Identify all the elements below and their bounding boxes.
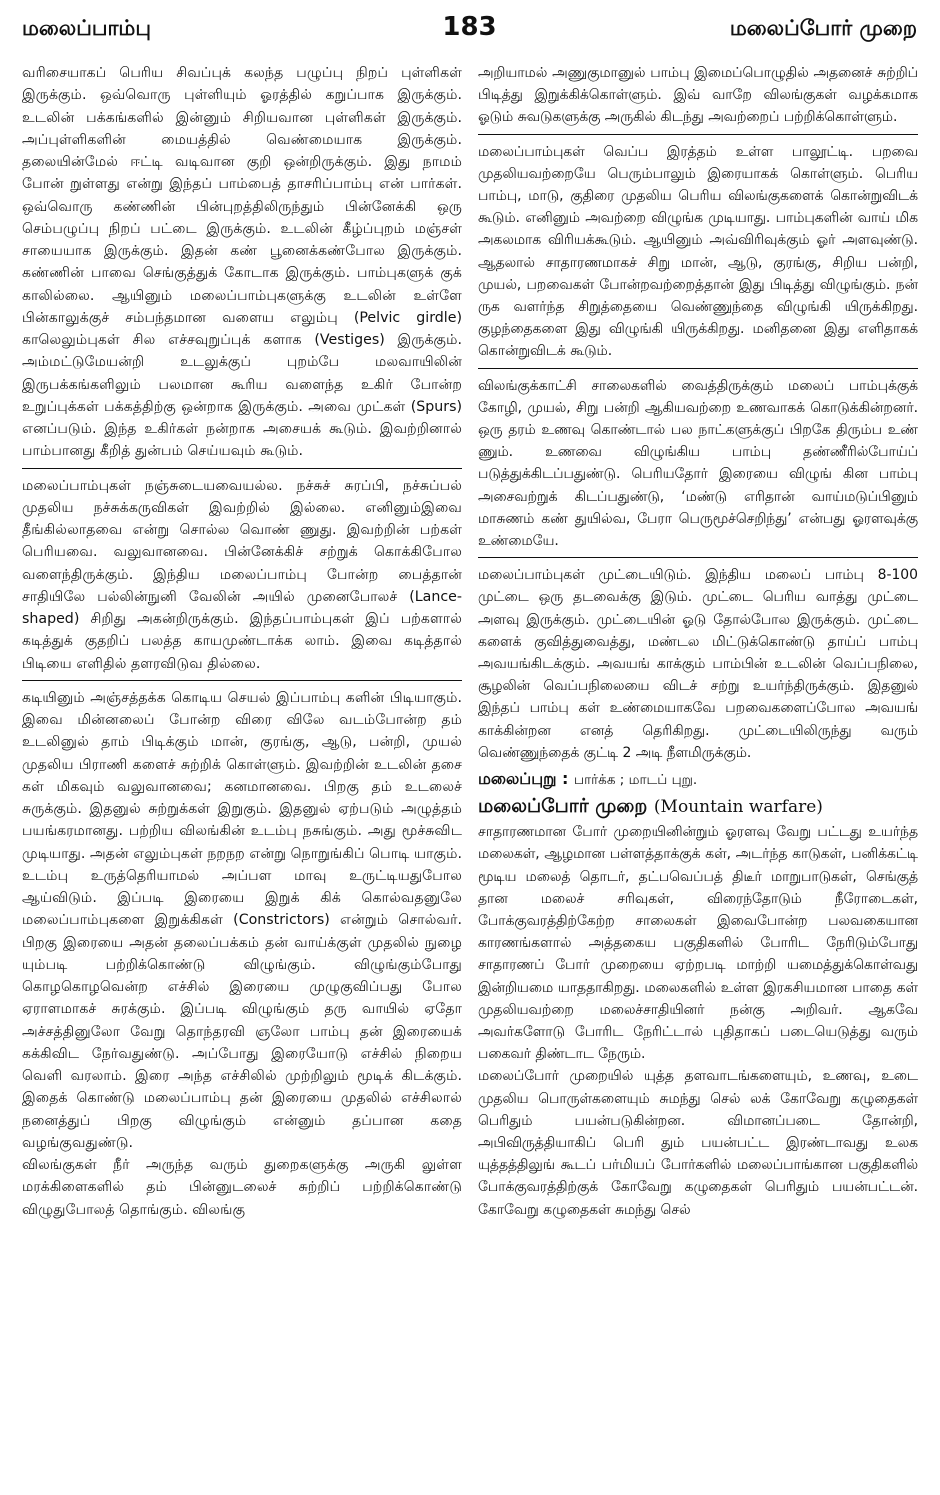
paragraph: மலைப்போர் முறையில் யுத்த தளவாடங்களையும், உணவு, உடை முதலிய பொருள்களையும் சுமந்து செல் லக் கோவேறு கழுதைகள் பெரிதும் பயன்படுகின்றன. விமானப்படை தோன்றி, அபிவிருத்தியாகிப் பெரி தும் பயன்பட்ட இரண்டாவது உலக யுத்தத்திலுங் கூடப் பர்மியப் போர்களில் மலைப்பாங்கான பகுதிகளில் போக்குவரத்திற்குக் கோவேறு கழுதைகள் பெரிதும் பயன்பட்டன். கோவேறு கழுதைகள் சுமந்து செல்	[478, 1068, 918, 1218]
paragraph-divider	[478, 368, 918, 369]
article-heading	[478, 793, 918, 821]
paragraph: விலங்குகள் நீர் அருந்த வரும் துறைகளுக்கு அருகி லுள்ள மரக்கிளைகளில் தம் பின்னுடலைச் சுற்றிப் பற்றிக்கொண்டு விழுதுபோலத் தொங்கும். விலங்கு	[22, 1157, 462, 1218]
paragraph-divider	[22, 680, 462, 681]
paragraph: கடியினும் அஞ்சத்தக்க கொடிய செயல் இப்பாம்பு களின் பிடியாகும். இவை மின்னலைப் போன்ற விரை விலே வடம்போன்ற தம் உடலினுல் தாம் பிடிக்கும் மான், குரங்கு, ஆடு, பன்றி, முயல் முதலிய பிராணி களைச் சுற்றிக் கொள்ளும். இவற்றின் உடலின் தசை கள் மிகவும் வலுவானவை; கனமானவை. பிறகு தம் உடலைச் சுருக்கும். இதனுல் சுற்றுக்கள் இறுகும். இதனுல் ஏற்படும் அழுத்தம் பயங்கரமானது. பற்றிய விலங்கின் உடம்பு நசுங்கும். அது மூச்சுவிட முடியாது. அதன் எலும்புகள் நறநற என்று நொறுங்கிப் பொடி யாகும். உடம்பு உருத்தெரியாமல் அப்பள மாவு உருட்டியதுபோல ஆய்விடும். இப்படி இரையை இறுக் கிக் கொல்வதனுலே மலைப்பாம்புகளை இறுக்கிகள் (Constrictors) என்றும் சொல்வர். பிறகு இரையை அதன் தலைப்பக்கம் தன் வாய்க்குள் முதலில் நுழை யும்படி பற்றிக்கொண்டு விழுங்கும். விழுங்கும்போது கொழகொழவென்ற எச்சில் இரையை முழுகுவிப்பது போல ஏராளமாகச் சுரக்கும். இப்படி விழுங்கும் தரு வாயில் ஏதோ அச்சத்தினுலோ வேறு தொந்தரவி ஞலோ பாம்பு தன் இரையைக் கக்கிவிட நேர்வதுண்டு. அப்போது இரையோடு எச்சில் நிறைய வெளி வரலாம். இரை அந்த எச்சிலில் முற்றிலும் மூடிக் கிடக்கும். இதைக் கொண்டு மலைப்பாம்பு தன் இரையை முதலில் எச்சிலால் நனைத்துப் பிறகு விழுங்கும் என்னும் தப்பான கதை வழங்குவதுண்டு.	[22, 689, 462, 1151]
running-head-right: மலைப்போர் முறை	[729, 16, 917, 40]
paragraph: மலைப்பாம்புகள் முட்டையிடும். இந்திய மலைப் பாம்பு 8-100 முட்டை ஒரு தடவைக்கு இடும். முட்டை பெரிய வாத்து முட்டை அளவு இருக்கும். முட்டையின் ஓடு தோல்போல இருக்கும். முட்டை களைக் குவித்துவைத்து, மண்டல மிட்டுக்கொண்டு தாய்ப் பாம்பு அவயங்கிடக்கும். அவயங் காக்கும் பாம்பின் உடலின் வெப்பநிலை, சூழலின் வெப்பநிலையை விடச் சற்று உயர்ந்திருக்கும். இதனுல் இந்தப் பாம்பு கள் உண்மையாகவே பறவைகளைப்போல அவயங் காக்கின்றன எனத் தெரிகிறது. முட்டையிலிருந்து வரும் வெண்ணுந்தைக் குட்டி 2 அடி நீளமிருக்கும்.	[478, 567, 918, 761]
article-headword: மலைப்போர் முறை	[478, 795, 648, 818]
page-number: 183	[442, 12, 497, 42]
paragraph-divider	[22, 468, 462, 469]
running-head-left: மலைப்பாம்பு	[22, 16, 151, 40]
entry-headword: மலைப்புறு :	[478, 769, 569, 789]
paragraph: மலைப்பாம்புகள் நஞ்சுடையவையல்ல. நச்சுச் சுரப்பி, நச்சுப்பல் முதலிய நச்சுக்கருவிகள் இவற்றில் இல்லை. எனினும்இவை தீங்கில்லாதவை என்று சொல்ல வொண் ணுது. இவற்றின் பற்கள் பெரியவை. வலுவானவை. பின்னேக்கிச் சற்றுக் கொக்கிபோல வளைந்திருக்கும். இந்திய மலைப்பாம்பு போன்ற பைத்தான் சாதியிலே பல்லின்நுனி வேலின் அயில் முனைபோலச் (Lance-shaped) சிறிது அகன்றிருக்கும். இந்தப்பாம்புகள் இப் பற்களால் கடித்துக் குதறிப் பலத்த காயமுண்டாக்க லாம். இவை கடித்தால் பிடியை எளிதில் தளரவிடுவ தில்லை.	[22, 477, 462, 672]
paragraph: அறியாமல் அணுகுமானுல் பாம்பு இமைப்பொழுதில் அதனைச் சுற்றிப் பிடித்து இறுக்கிக்கொள்ளும். இவ் வாறே விலங்குகள் வழக்கமாக ஓடும் சுவடுகளுக்கு அருகில் கிடந்து அவற்றைப் பற்றிக்கொள்ளும்.	[478, 65, 918, 126]
paragraph-divider	[478, 134, 918, 135]
paragraph: சாதாரணமான போர் முறையினின்றும் ஓரளவு வேறு பட்டது உயர்ந்த மலைகள், ஆழமான பள்ளத்தாக்குக் கள், அடர்ந்த காடுகள், பனிக்கட்டி மூடிய மலைத் தொடர், தட்பவெப்பத் திடீர் மாறுபாடுகள், செங்குத் தான மலைச் சரிவுகள், விரைந்தோடும் நீரோடைகள், போக்குவரத்திற்கேற்ற சாலைகள் இவைபோன்ற பலவகையான காரணங்களால் அத்தகைய பகுதிகளில் போரிட நேரிடும்போது சாதாரணப் போர் முறையை ஏற்றபடி மாற்றி யமைத்துக்கொள்வது இன்றியமை யாததாகிறது. மலைகளில் உள்ள இரகசியமான பாதை கள் முதலியவற்றை மலைச்சாதியினர் நன்கு அறிவர். ஆகவே அவர்களோடு போரிட நேரிட்டால் புதிதாகப் படையெடுத்து வரும் பகைவர் திண்டாட நேரும்.	[478, 824, 918, 1063]
paragraph: வரிசையாகப் பெரிய சிவப்புக் கலந்த பழுப்பு நிறப் புள்ளிகள் இருக்கும். ஒவ்வொரு புள்ளியும் ஓரத்தில் கறுப்பாக இருக்கும். உடலின் பக்கங்களில் இன்னும் சிறியவான புள்ளிகள் இருக்கும். அப்புள்ளிகளின் மையத்தில் வெண்மையாக இருக்கும். தலையின்மேல் ஈட்டி வடிவான குறி ஒன்றிருக்கும். இது நாமம் போன் றுள்ளது என்று இந்தப் பாம்பைத் தாசரிப்பாம்பு என் பார்கள். ஒவ்வொரு கண்ணின் பின்புறத்திலிருந்தும் பின்னேக்கி ஒரு செம்பழுப்பு நிறப் பட்டை இருக்கும். உடலின் கீழ்ப்புறம் மஞ்சள் சாயையாக இருக்கும். இதன் கண் பூனைக்கண்போல இருக்கும். கண்ணின் பாவை செங்குத்துக் கோடாக இருக்கும். பாம்புகளுக் குக் காலில்லை. ஆயினும் மலைப்பாம்புகளுக்கு உடலின் உள்ளே பின்காலுக்குச் சம்பந்தமான வளைய எலும்பு (Pelvic girdle) காலெலும்புகள் சில எச்சவுறுப்புக் களாக (Vestiges) இருக்கும். அம்மட்டுமேயன்றி உடலுக்குப் புறம்பே மலவாயிலின் இருபக்கங்களிலும் பலமான கூரிய வளைந்த உகிர் போன்ற உறுப்புக்கள் பக்கத்திற்கு ஒன்றாக இருக்கும். அவை முட்கள் (Spurs) எனப்படும். இந்த உகிர்கள் நன்றாக அசையக் கூடும். இவற்றினால் பாம்பானது கீறித் துன்பம் செய்யவும் கூடும்.	[22, 65, 462, 460]
left-column	[22, 62, 462, 1492]
article-english-term: (Mountain warfare)	[653, 797, 823, 818]
right-column	[478, 62, 918, 1492]
page-header	[22, 12, 917, 48]
cross-reference-entry	[478, 766, 918, 793]
entry-reference: பார்க்க ; மாடப் புறு.	[574, 772, 698, 789]
paragraph: மலைப்பாம்புகள் வெப்ப இரத்தம் உள்ள பாலூட்டி. பறவை முதலியவற்றையே பெரும்பாலும் இரையாகக் கொள்ளும். பெரிய பாம்பு, மாடு, குதிரை முதலிய பெரிய விலங்குகளைக் கொன்றுவிடக் கூடும். எனினும் அவற்றை விழுங்க முடியாது. பாம்புகளின் வாய் மிக அகலமாக விரியக்கூடும். ஆயினும் அவ்விரிவுக்கும் ஓர் அளவுண்டு. ஆதலால் சாதாரணமாகச் சிறு மான், ஆடு, குரங்கு, சிறிய பன்றி, முயல், பறவைகள் போன்றவற்றைத்தான் இது பிடித்து விழுங்கும். நன் ருக வளர்ந்த சிறுத்தையை வெண்ணுந்தை விழுங்கி யிருக்கிறது. குழந்தைகளை இது விழுங்கி யிருக்கிறது. மனிதனை இது எளிதாகக் கொன்றுவிடக் கூடும்.	[478, 143, 918, 360]
paragraph-divider	[478, 557, 918, 558]
paragraph: விலங்குக்காட்சி சாலைகளில் வைத்திருக்கும் மலைப் பாம்புக்குக் கோழி, முயல், சிறு பன்றி ஆகியவற்றை உணவாகக் கொடுக்கின்றனர். ஒரு தரம் உணவு கொண்டால் பல நாட்களுக்குப் பிறகே திரும்ப உண் ணும். உணவை விழுங்கிய பாம்பு தண்ணீரில்போய்ப் படுத்துக்கிடப்பதுண்டு. பெரியதோர் இரையை விழுங் கின பாம்பு அசைவற்றுக் கிடப்பதுண்டு, ‘மண்டு எரிதான் வாய்மடுப்பினும் மாசுணம் கண் துயில்வ, பேரா பெருமூச்செறிந்து’ என்பது ஓரளவுக்கு உண்மையே.	[478, 377, 918, 550]
